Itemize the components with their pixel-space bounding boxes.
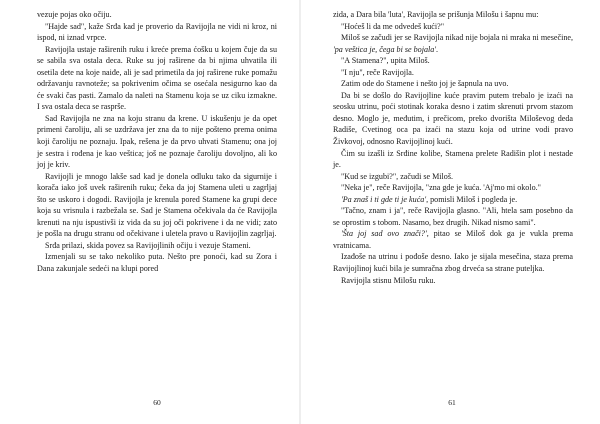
text-segment: "Neka je", reče Ravijojla, "zna gde je kuća. 'Aj'mo mi okolo." xyxy=(341,183,541,193)
text-segment: "A Stamena?", upita Miloš. xyxy=(341,56,430,66)
italic-thought: 'Pa znaš i ti gde ti je kuća' xyxy=(341,194,427,204)
text-segment: "Hoćeš li da me odvedeš kući?" xyxy=(341,21,445,31)
text-segment: "Kud se izgubi?", začudi se Miloš. xyxy=(341,171,454,181)
paragraph: Izmenjali su se tako nekoliko puta. Nešto pre ponoći, kad su Zora i Dana zakunjale sedeći na klupi pored xyxy=(37,252,277,274)
paragraph xyxy=(333,9,573,21)
paragraph xyxy=(333,32,573,55)
paragraph xyxy=(333,275,573,287)
paragraph: vezuje pojas oko očiju. xyxy=(37,10,112,19)
text-segment: "I nju", reče Ravijojla. xyxy=(341,67,414,77)
paragraph xyxy=(333,21,573,33)
paragraph xyxy=(333,171,573,183)
page-number-left: 60 xyxy=(153,398,161,407)
text-segment: Ravijojla stisnu Milošu ruku. xyxy=(341,275,436,285)
paragraph xyxy=(333,67,573,79)
paragraph: "Hajde sad", kaže Srđa kad je proverio da Ravijojla ne vidi ni kroz, ni ispod, ni iznad vrpce. xyxy=(37,21,277,43)
text-segment: , pitao se Miloš dok ga je vukla prema vratnicama. xyxy=(333,229,573,250)
paragraph xyxy=(333,90,573,148)
text-segment: Čim su izašli iz Srđine kolibe, Stamena prelete Radišin plot i nestade je. xyxy=(333,148,573,170)
paragraph: Ravijojla ustaje raširenih ruku i kreće prema ćošku u kojem čuje da su se sabila sva ostala deca. Ruke su joj raširene da bi njima uhvatila ili osetila dete na koje naiđe, ali je sad primetila da joj raširene ruke pomažu održavanju ravnoteže; sa pokrivenim očima se osećala nesigurno kao da će svaki čas pasti. Zamalo da naleti na Stamenu koja se uz ciku izmakne. I sva ostala deca se rasprše. xyxy=(37,44,277,112)
page-number-right: 61 xyxy=(448,398,456,407)
right-page-text xyxy=(333,9,573,286)
paragraph xyxy=(333,194,573,206)
paragraph xyxy=(333,205,573,228)
text-segment: . xyxy=(436,44,439,54)
paragraph xyxy=(333,228,573,251)
paragraph: Srđa prilazi, skida povez sa Ravijojlinih očiju i vezuje Stameni. xyxy=(45,240,251,250)
left-page-text xyxy=(37,9,277,275)
paragraph: Ravijojli je mnogo lakše sad kad je donela odluku tako da sigurnije i korača iako još uvek raširenih ruku; čeka da joj Stamena uleti u zagrljaj što se uskoro i dogodi. Ravijojla je krenula pored Stamene ka grupi dece koja su vrisnula i razbežala se. Sad je Stamena očekivala da će Ravijojla krenuti na nju ispustivši iz vida da su joj oči pokrivene i da ne vidi; zato je pošla na drugu stranu od očekivane i uletela pravo u Ravijojlin zagrljaj. xyxy=(37,171,277,239)
paragraph xyxy=(333,251,573,274)
text-segment: Da bi se došlo do Ravijojline kuće pravim putem trebalo je izaći na seosku utrinu, poći stotinak koraka desno i zatim skrenuti prvom stazom desno. Moglo je, međutim, i prečicom, preko dvorišta Miloševog deda Radiše, Cvetinog oca pa izaći na stazu koja od utrine vodi pravo Živkovoj, odnosno Ravijojlinoj kući. xyxy=(333,90,573,147)
text-segment: "Tačno, znam i ja", reče Ravijojla glasno. "Ali, htela sam posebno da se oprostim s tobom. Nasamo, bez drugih. Nikad nismo sami". xyxy=(333,206,573,227)
italic-thought: 'pa veštica je, čega bi se bojala' xyxy=(333,44,437,54)
text-segment: Zatim ode do Stamene i nešto joj je šapnula na uvo. xyxy=(341,79,509,89)
paragraph: Sad Ravijojla ne zna na koju stranu da krene. U iskušenju je da opet primeni čaroliju, ali se uzdržava jer zna da to nije pošteno prema onima koji čaroliju ne poznaju. Ipak, rešena je da prvo uhvati Stamenu; ona joj je sestra i rođena je kao veštica; još ne poznaje čaroliju dovoljno, ali ko joj je kriv. xyxy=(37,113,277,170)
text-segment: zida, a Dara bila 'luta', Ravijojla se prišunja Milošu i šapnu mu: xyxy=(333,10,539,19)
text-segment: Izađoše na utrinu i pođoše desno. Iako je sijala mesečina, staza prema Ravijojlinoj kući bila je sumračna zbog drveća sa strane puteljka. xyxy=(333,252,573,274)
italic-thought: 'Šta joj sad ovo znači?' xyxy=(341,229,427,239)
text-segment: Miloš se začudi jer se Ravijojla nikad nije bojala ni mraka ni mesečine, xyxy=(341,33,573,43)
text-segment: , pomisli Miloš i pogleda je. xyxy=(426,194,518,204)
paragraph xyxy=(333,55,573,67)
paragraph xyxy=(333,78,573,90)
book-gutter xyxy=(299,0,301,424)
paragraph xyxy=(333,148,573,171)
paragraph xyxy=(333,182,573,194)
